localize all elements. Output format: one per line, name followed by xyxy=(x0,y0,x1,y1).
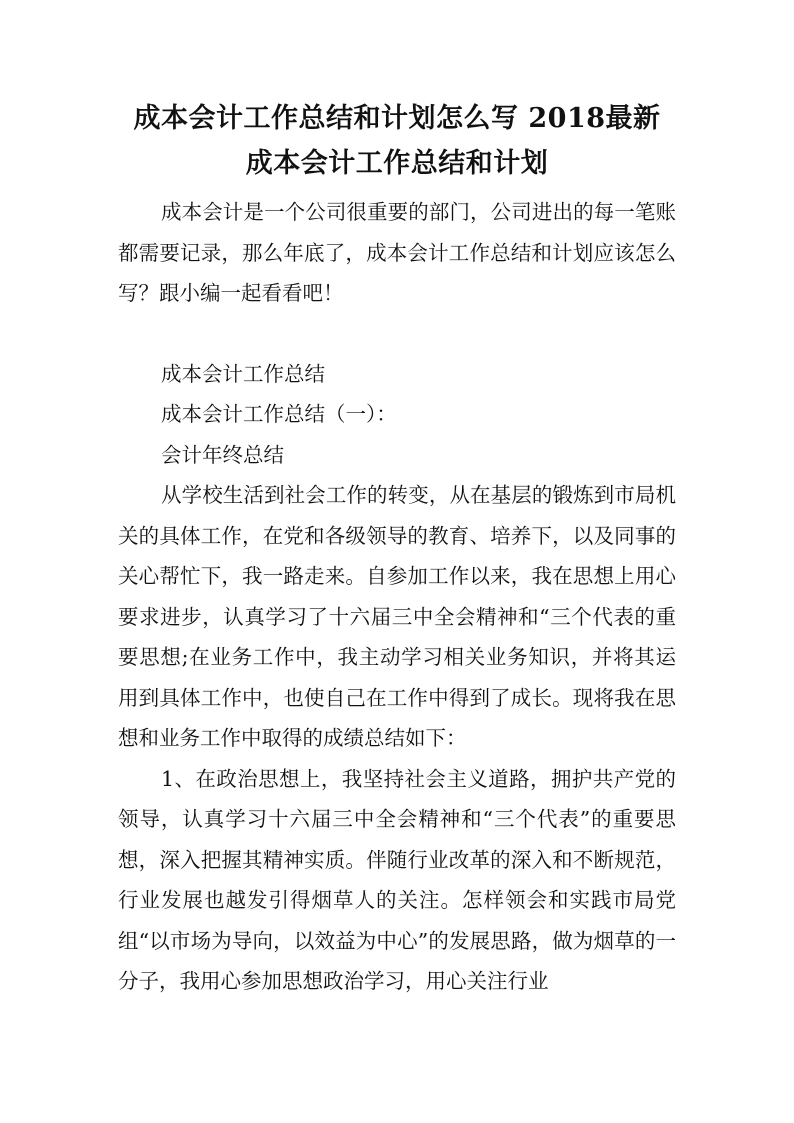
body-paragraph-1: 从学校生活到社会工作的转变，从在基层的锻炼到市局机关的具体工作，在党和各级领导的教育、培养下，以及同事的关心帮忙下，我一路走来。自参加工作以来，我在思想上用心要求进步，认真学习了十六届三中全会精神和“三个代表的重要思想;在业务工作中，我主动学习相关业务知识，并将其运用到具体工作中，也使自己在工作中得到了成长。现将我在思想和业务工作中取得的成绩总结如下： xyxy=(118,483,676,750)
section-heading: 成本会计工作总结 xyxy=(161,361,325,386)
title-line-1: 成本会计工作总结和计划怎么写 2018最新 xyxy=(133,103,661,134)
intro-paragraph: 成本会计是一个公司很重要的部门，公司进出的每一笔账都需要记录，那么年底了，成本会计工作总结和计划应该怎么写？跟小编一起看看吧！ xyxy=(118,200,676,305)
body-paragraph-2: 1、在政治思想上，我坚持社会主义道路，拥护共产党的领导，认真学习十六届三中全会精神和“三个代表”的重要思想，深入把握其精神实质。伴随行业改革的深入和不断规范，行业发展也越发引得烟草人的关注。怎样领会和实践市局党组“以市场为导向，以效益为中心”的发展思路，做为烟草的一分子，我用心参加思想政治学习，用心关注行业 xyxy=(118,766,676,993)
document-title xyxy=(112,96,682,186)
title-line-2: 成本会计工作总结和计划 xyxy=(245,148,549,179)
blank-line xyxy=(118,314,676,354)
subsection-heading: 成本会计工作总结（一）： xyxy=(161,402,397,426)
summary-heading: 会计年终总结 xyxy=(161,442,284,467)
